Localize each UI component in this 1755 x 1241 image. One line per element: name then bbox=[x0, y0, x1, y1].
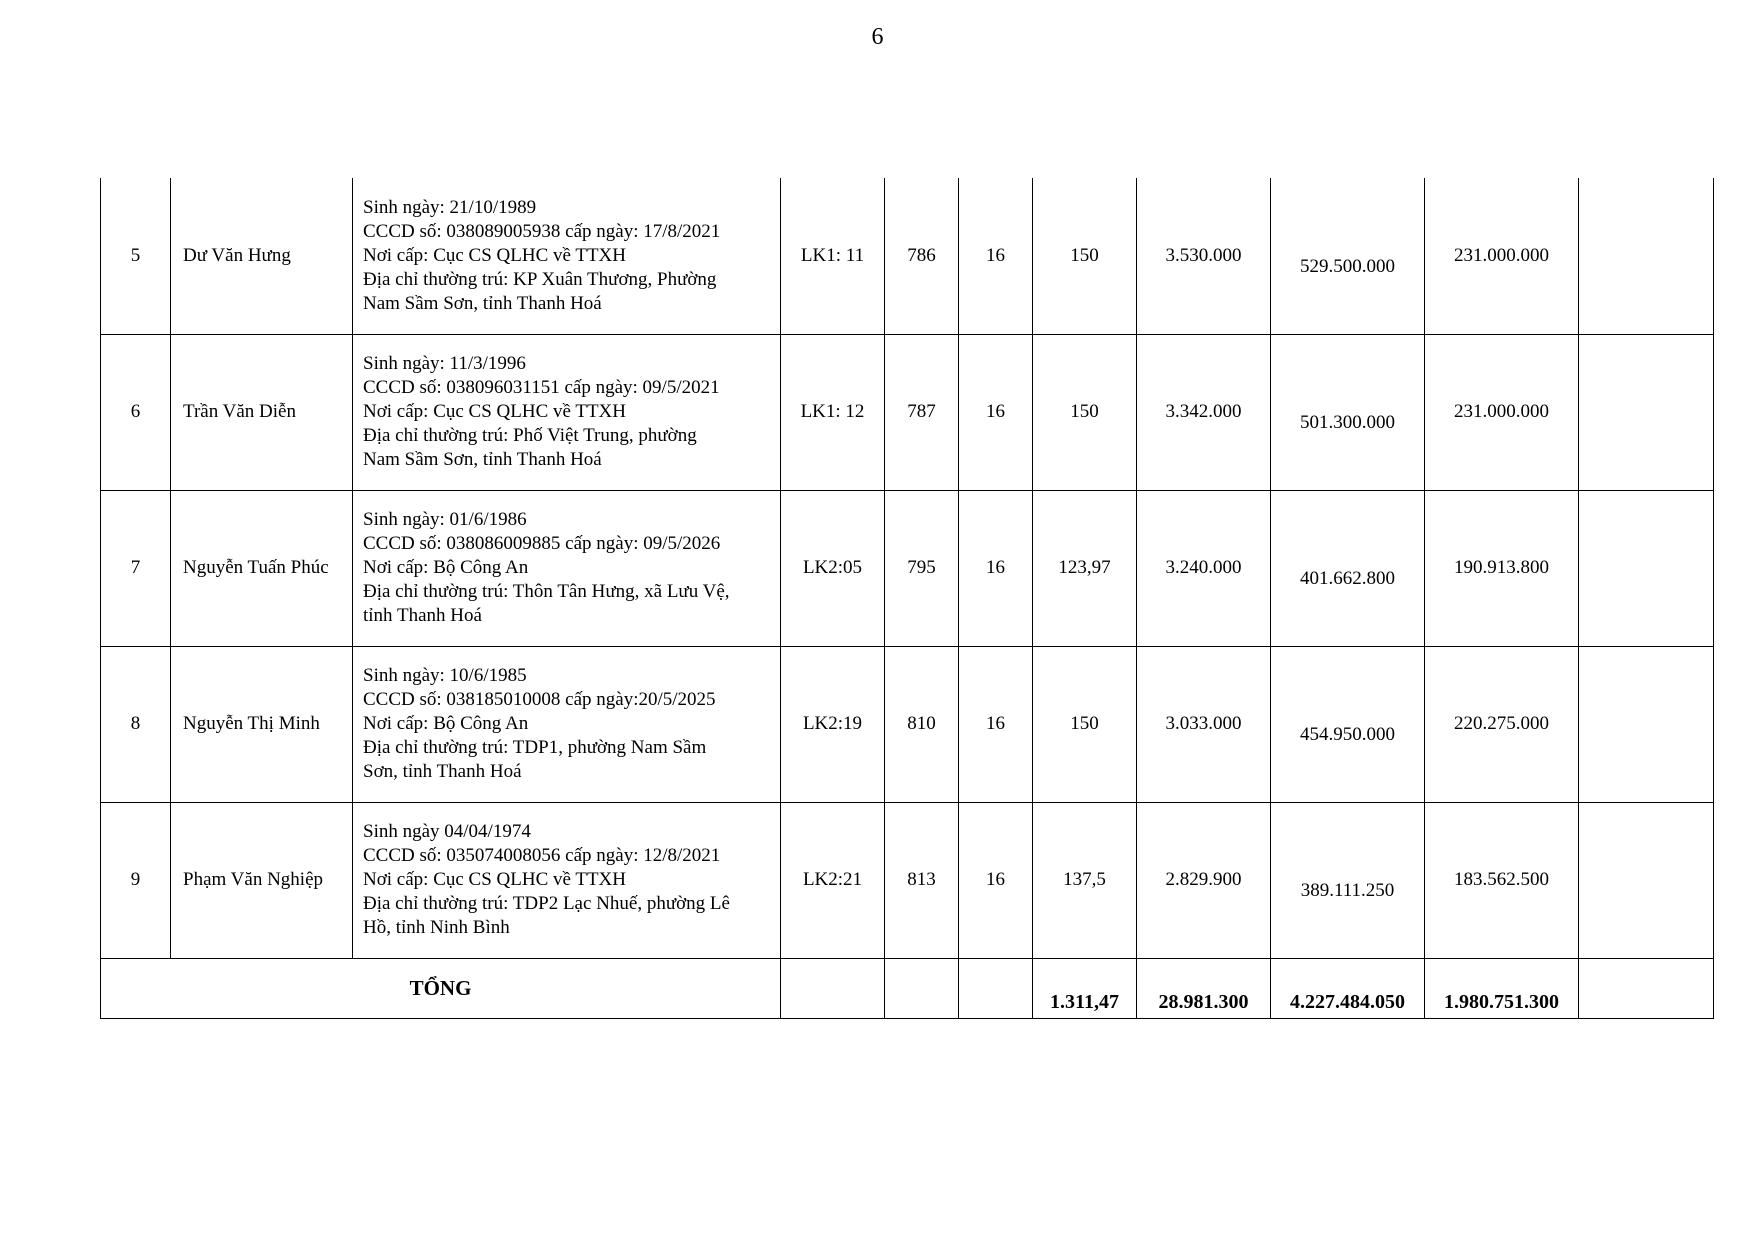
person-name: Nguyễn Tuấn Phúc bbox=[171, 490, 353, 646]
birth-date: Sinh ngày: 11/3/1996 bbox=[363, 353, 526, 374]
paid-amount: 220.275.000 bbox=[1425, 646, 1579, 802]
issued-by: Nơi cấp: Bộ Công An bbox=[363, 713, 529, 734]
address-line-1: Địa chỉ thường trú: Thôn Tân Hưng, xã Lưu Vệ, bbox=[363, 581, 730, 602]
address-line-1: Địa chỉ thường trú: TDP1, phường Nam Sầm bbox=[363, 737, 707, 758]
table-row bbox=[101, 178, 1714, 334]
parcel-number: 810 bbox=[885, 646, 959, 802]
sheet-number: 16 bbox=[959, 490, 1033, 646]
total-amount: 389.111.250 bbox=[1271, 802, 1425, 958]
note-cell bbox=[1579, 334, 1714, 490]
row-number: 5 bbox=[101, 178, 171, 334]
paid-amount: 231.000.000 bbox=[1425, 178, 1579, 334]
issued-by: Nơi cấp: Cục CS QLHC về TTXH bbox=[363, 869, 627, 890]
area: 123,97 bbox=[1033, 490, 1137, 646]
parcel-number: 786 bbox=[885, 178, 959, 334]
grand-total-amount: 4.227.484.050 bbox=[1271, 958, 1425, 1018]
total-amount: 501.300.000 bbox=[1271, 334, 1425, 490]
table-row bbox=[101, 802, 1714, 958]
paid-amount: 190.913.800 bbox=[1425, 490, 1579, 646]
unit-price: 3.530.000 bbox=[1137, 178, 1271, 334]
table-row bbox=[101, 334, 1714, 490]
address-line-1: Địa chỉ thường trú: TDP2 Lạc Nhuế, phường Lê bbox=[363, 893, 730, 914]
unit-price: 3.342.000 bbox=[1137, 334, 1271, 490]
sheet-number: 16 bbox=[959, 178, 1033, 334]
total-empty-sheet bbox=[959, 958, 1033, 1018]
note-cell bbox=[1579, 646, 1714, 802]
person-name: Dư Văn Hưng bbox=[171, 178, 353, 334]
issued-by: Nơi cấp: Cục CS QLHC về TTXH bbox=[363, 244, 627, 266]
area: 137,5 bbox=[1033, 802, 1137, 958]
person-name: Phạm Văn Nghiệp bbox=[171, 802, 353, 958]
birth-date: Sinh ngày: 01/6/1986 bbox=[363, 509, 527, 530]
area: 150 bbox=[1033, 178, 1137, 334]
total-unit-price: 28.981.300 bbox=[1137, 958, 1271, 1018]
table-row bbox=[101, 646, 1714, 802]
paid-amount: 231.000.000 bbox=[1425, 334, 1579, 490]
row-number: 8 bbox=[101, 646, 171, 802]
lot-number: LK1: 11 bbox=[781, 178, 885, 334]
row-number: 6 bbox=[101, 334, 171, 490]
person-info bbox=[353, 178, 781, 334]
parcel-number: 787 bbox=[885, 334, 959, 490]
total-label: TỔNG bbox=[101, 958, 781, 1018]
id-card: CCCD số: 038086009885 cấp ngày: 09/5/2026 bbox=[363, 533, 721, 554]
row-number: 9 bbox=[101, 802, 171, 958]
id-card: CCCD số: 038096031151 cấp ngày: 09/5/2021 bbox=[363, 377, 720, 398]
total-area: 1.311,47 bbox=[1033, 958, 1137, 1018]
person-info bbox=[353, 334, 781, 490]
land-allocation-table bbox=[100, 178, 1714, 1019]
lot-number: LK2:19 bbox=[781, 646, 885, 802]
unit-price: 2.829.900 bbox=[1137, 802, 1271, 958]
total-empty-lot bbox=[781, 958, 885, 1018]
address-line-2: Nam Sầm Sơn, tỉnh Thanh Hoá bbox=[363, 292, 602, 314]
issued-by: Nơi cấp: Cục CS QLHC về TTXH bbox=[363, 401, 627, 422]
address-line-2: Sơn, tỉnh Thanh Hoá bbox=[363, 761, 522, 782]
row-number: 7 bbox=[101, 490, 171, 646]
page-number: 6 bbox=[871, 24, 884, 50]
person-info bbox=[353, 802, 781, 958]
lot-number: LK1: 12 bbox=[781, 334, 885, 490]
total-empty-parcel bbox=[885, 958, 959, 1018]
total-amount: 454.950.000 bbox=[1271, 646, 1425, 802]
address-line-2: Nam Sầm Sơn, tỉnh Thanh Hoá bbox=[363, 449, 602, 470]
id-card: CCCD số: 038089005938 cấp ngày: 17/8/2021 bbox=[363, 220, 721, 242]
note-cell bbox=[1579, 490, 1714, 646]
total-empty-note bbox=[1579, 958, 1714, 1018]
note-cell bbox=[1579, 802, 1714, 958]
parcel-number: 795 bbox=[885, 490, 959, 646]
person-name: Nguyễn Thị Minh bbox=[171, 646, 353, 802]
area: 150 bbox=[1033, 646, 1137, 802]
person-info bbox=[353, 646, 781, 802]
note-cell bbox=[1579, 178, 1714, 334]
person-name: Trần Văn Diễn bbox=[171, 334, 353, 490]
sheet-number: 16 bbox=[959, 334, 1033, 490]
sheet-number: 16 bbox=[959, 646, 1033, 802]
area: 150 bbox=[1033, 334, 1137, 490]
id-card: CCCD số: 038185010008 cấp ngày:20/5/2025 bbox=[363, 689, 716, 710]
birth-date: Sinh ngày 04/04/1974 bbox=[363, 821, 531, 842]
address-line-1: Địa chỉ thường trú: KP Xuân Thương, Phường bbox=[363, 268, 717, 290]
unit-price: 3.033.000 bbox=[1137, 646, 1271, 802]
total-amount: 401.662.800 bbox=[1271, 490, 1425, 646]
total-row bbox=[101, 958, 1714, 1018]
address-line-2: tỉnh Thanh Hoá bbox=[363, 605, 482, 626]
unit-price: 3.240.000 bbox=[1137, 490, 1271, 646]
id-card: CCCD số: 035074008056 cấp ngày: 12/8/2021 bbox=[363, 845, 721, 866]
address-line-2: Hồ, tỉnh Ninh Bình bbox=[363, 917, 510, 938]
lot-number: LK2:21 bbox=[781, 802, 885, 958]
issued-by: Nơi cấp: Bộ Công An bbox=[363, 557, 529, 578]
table-row bbox=[101, 490, 1714, 646]
birth-date: Sinh ngày: 21/10/1989 bbox=[363, 196, 537, 218]
lot-number: LK2:05 bbox=[781, 490, 885, 646]
total-amount: 529.500.000 bbox=[1271, 178, 1425, 334]
parcel-number: 813 bbox=[885, 802, 959, 958]
paid-amount: 183.562.500 bbox=[1425, 802, 1579, 958]
person-info bbox=[353, 490, 781, 646]
sheet-number: 16 bbox=[959, 802, 1033, 958]
total-paid-amount: 1.980.751.300 bbox=[1425, 958, 1579, 1018]
birth-date: Sinh ngày: 10/6/1985 bbox=[363, 665, 527, 686]
address-line-1: Địa chỉ thường trú: Phố Việt Trung, phường bbox=[363, 425, 697, 446]
